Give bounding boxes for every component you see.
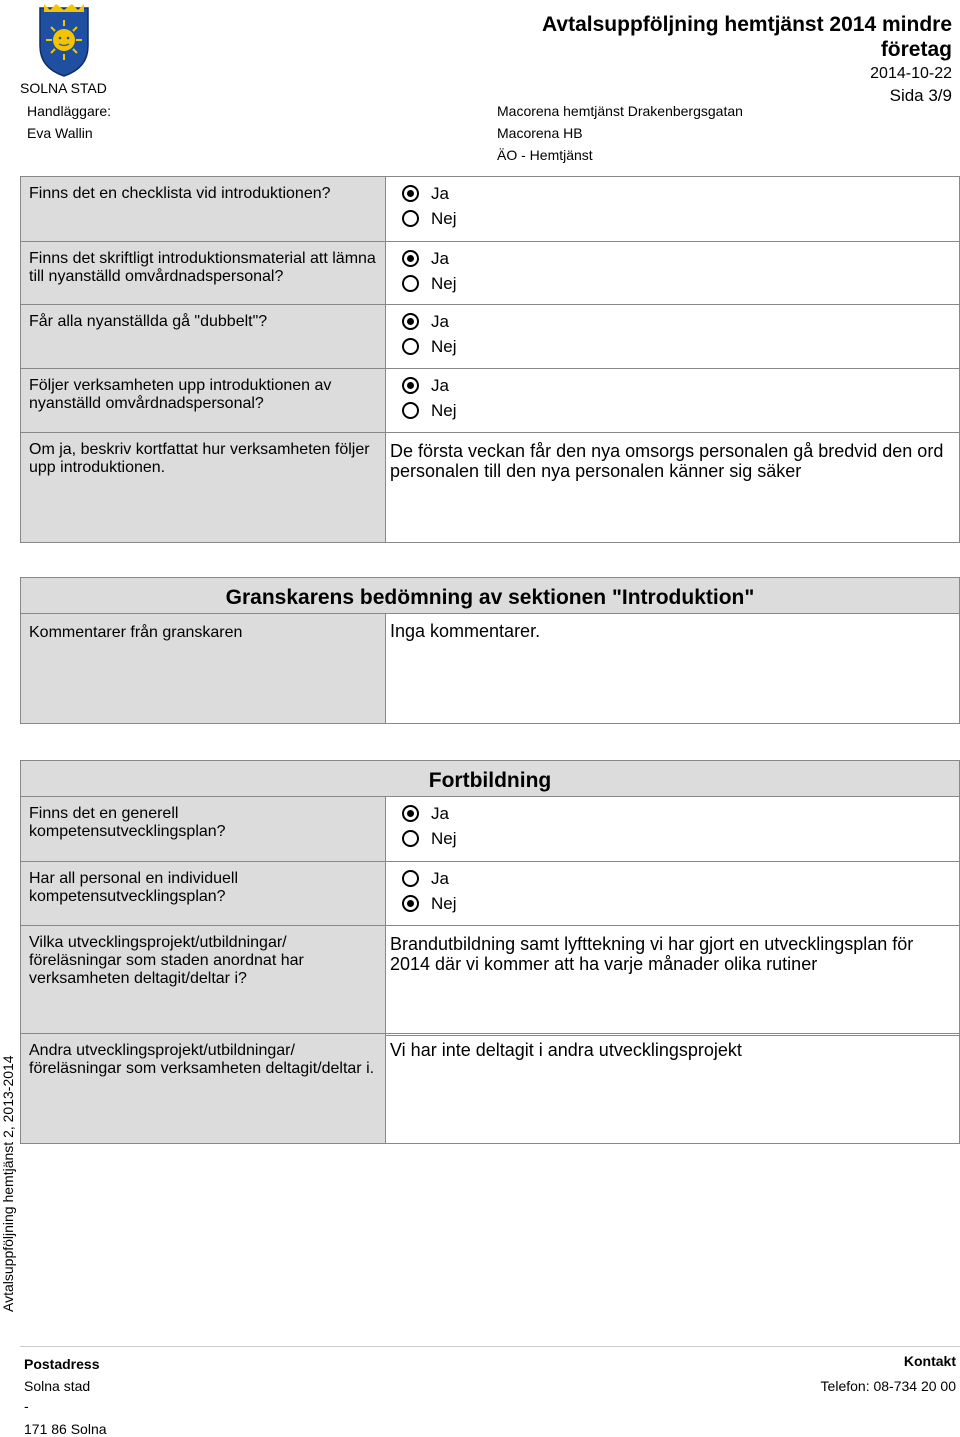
free-text-answer[interactable]: Vi har inte deltagit i andra utvecklingsprojekt: [390, 1040, 742, 1060]
table-row: [21, 797, 959, 861]
review-table: [20, 577, 960, 724]
radio-group: [386, 862, 959, 925]
page-number: Sida 3/9: [889, 86, 952, 105]
footer-post-line: -: [24, 1398, 29, 1414]
radio-label: Ja: [431, 868, 449, 888]
question-label: Följer verksamheten upp introduktionen av nyanställd omvårdnadspersonal?: [21, 369, 386, 432]
intro-table: [20, 176, 960, 543]
radio-label: Nej: [431, 273, 457, 293]
radio-option-no[interactable]: [390, 271, 955, 296]
radio-label: Nej: [431, 400, 457, 420]
radio-label: Nej: [431, 208, 457, 228]
question-label: Har all personal en individuell kompetensutvecklingsplan?: [21, 862, 386, 925]
section-heading: Granskarens bedömning av sektionen "Introduktion": [21, 578, 959, 614]
table-row: [21, 861, 959, 925]
footer-post-line: 171 86 Solna: [24, 1421, 107, 1437]
question-label: Andra utvecklingsprojekt/utbildningar/ föreläsningar som verksamheten deltagit/deltar i.: [21, 1034, 386, 1143]
free-text-answer[interactable]: De första veckan får den nya omsorgs personalen gå bredvid den ord personalen till den nya personalen känner sig säker: [390, 441, 944, 481]
radio-group: [386, 797, 959, 861]
document-date: 2014-10-22: [870, 65, 952, 82]
radio-option-yes[interactable]: [390, 309, 955, 334]
radio-selected-icon[interactable]: [402, 805, 419, 822]
radio-empty-icon[interactable]: [402, 870, 419, 887]
footer-contact-label: Kontakt: [903, 1353, 956, 1369]
radio-option-no[interactable]: [390, 334, 955, 359]
radio-empty-icon[interactable]: [402, 338, 419, 355]
radio-option-yes[interactable]: [390, 181, 955, 206]
footer-divider: [20, 1346, 960, 1347]
radio-label: Nej: [431, 336, 457, 356]
table-row: [21, 368, 959, 432]
radio-label: Nej: [431, 828, 457, 848]
side-document-label: Avtalsuppföljning hemtjänst 2, 2013-2014: [0, 1055, 16, 1312]
question-label: Vilka utvecklingsprojekt/utbildningar/ föreläsningar som staden anordnat har verksamheten deltagit/deltar i?: [21, 926, 386, 1035]
question-label: Finns det en generell kompetensutvecklingsplan?: [21, 797, 386, 861]
org-name: SOLNA STAD: [20, 80, 107, 96]
question-label: Om ja, beskriv kortfattat hur verksamheten följer upp introduktionen.: [21, 433, 386, 542]
radio-label: Ja: [431, 803, 449, 823]
table-row: [21, 241, 959, 304]
review-comment[interactable]: Inga kommentarer.: [390, 621, 541, 641]
solna-coat-of-arms-icon: [36, 2, 92, 78]
section-heading: Fortbildning: [21, 761, 959, 797]
table-row: [21, 614, 959, 723]
question-label: Finns det en checklista vid introduktionen?: [21, 177, 386, 241]
radio-selected-icon[interactable]: [402, 185, 419, 202]
radio-label: Ja: [431, 311, 449, 331]
radio-option-no[interactable]: [390, 398, 955, 423]
table-row: [21, 1034, 959, 1143]
radio-empty-icon[interactable]: [402, 275, 419, 292]
radio-option-no[interactable]: [390, 891, 955, 916]
radio-label: Ja: [431, 248, 449, 268]
radio-option-yes[interactable]: [390, 373, 955, 398]
radio-selected-icon[interactable]: [402, 895, 419, 912]
company-name: Macorena HB: [497, 125, 583, 141]
radio-option-yes[interactable]: [390, 246, 955, 271]
table-row: [21, 304, 959, 368]
question-label: Finns det skriftligt introduktionsmaterial att lämna till nyanställd omvårdnadspersonal?: [21, 242, 386, 304]
table-row: [21, 925, 959, 1035]
document-title: Avtalsuppföljning hemtjänst 2014 mindre företag: [542, 13, 952, 61]
radio-empty-icon[interactable]: [402, 830, 419, 847]
radio-group: [386, 177, 959, 241]
radio-option-no[interactable]: [390, 826, 955, 851]
radio-option-yes[interactable]: [390, 801, 955, 826]
footer-contact-phone: Telefon: 08-734 20 00: [820, 1378, 956, 1394]
training-table: [20, 760, 960, 1036]
free-text-answer[interactable]: Brandutbildning samt lyfttekning vi har gjort en utvecklingsplan för 2014 där vi kommer att ha varje månader olika rutiner: [390, 934, 914, 974]
radio-selected-icon[interactable]: [402, 377, 419, 394]
handler-name: Eva Wallin: [27, 125, 93, 141]
handler-label: Handläggare:: [27, 103, 112, 119]
review-label: Kommentarer från granskaren: [21, 614, 386, 723]
question-label: Får alla nyanställda gå "dubbelt"?: [21, 305, 386, 368]
footer-post-label: Postadress: [24, 1356, 100, 1372]
radio-empty-icon[interactable]: [402, 402, 419, 419]
department-name: ÄO - Hemtjänst: [497, 147, 593, 163]
radio-group: [386, 305, 959, 368]
radio-label: Nej: [431, 893, 457, 913]
radio-group: [386, 369, 959, 432]
radio-empty-icon[interactable]: [402, 210, 419, 227]
other-projects-table: [20, 1033, 960, 1144]
table-row: [21, 432, 959, 542]
radio-label: Ja: [431, 375, 449, 395]
unit-name: Macorena hemtjänst Drakenbergsgatan: [497, 103, 743, 119]
radio-option-no[interactable]: [390, 206, 955, 231]
radio-selected-icon[interactable]: [402, 313, 419, 330]
radio-group: [386, 242, 959, 304]
table-row: [21, 177, 959, 241]
radio-label: Ja: [431, 183, 449, 203]
radio-option-yes[interactable]: [390, 866, 955, 891]
radio-selected-icon[interactable]: [402, 250, 419, 267]
footer-post-line: Solna stad: [24, 1378, 91, 1394]
